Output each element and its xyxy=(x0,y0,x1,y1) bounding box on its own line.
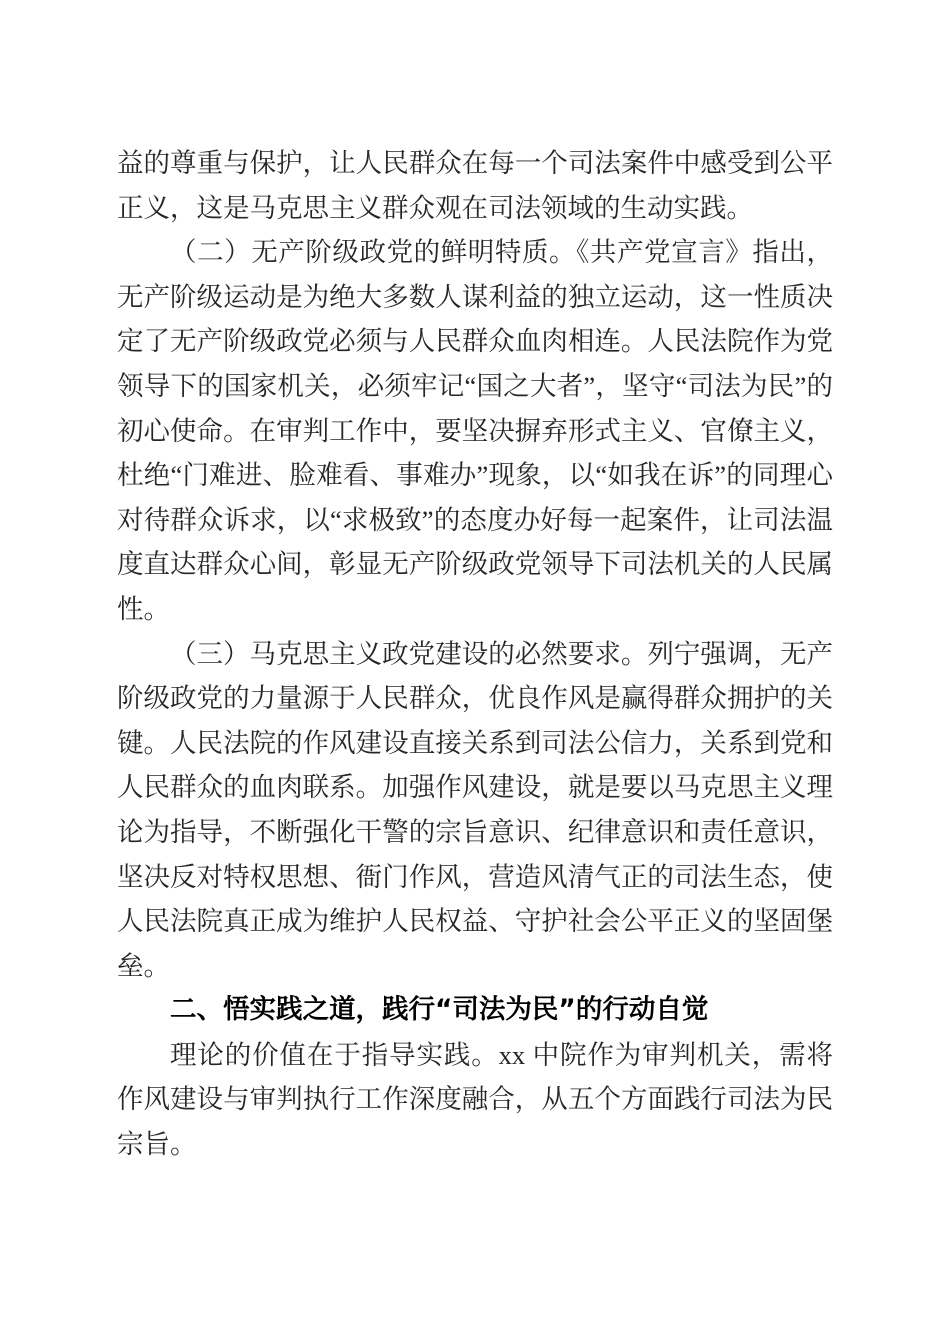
body-paragraph-section-3 xyxy=(117,632,833,989)
body-paragraph-continuation xyxy=(117,141,833,230)
subheading-lead: （三）马克思主义政党建设的必然要求。 xyxy=(170,638,648,669)
document-body xyxy=(117,141,833,1167)
paragraph-text: 列宁强调，无产阶级政党的力量源于人民群众，优良作风是赢得群众拥护的关键。人民法院的作风建设直接关系到司法公信力，关系到党和人民群众的血肉联系。加强作风建设，就是要以马克思主义理论为指导，不断强化干警的宗旨意识、纪律意识和责任意识，坚决反对特权思想、衙门作风，营造风清气正的司法生态，使人民法院真正成为维护人民权益、守护社会公平正义的坚固堡垒。 xyxy=(117,638,833,981)
section-heading: 二、悟实践之道，践行“司法为民”的行动自觉 xyxy=(170,994,709,1026)
paragraph-text: 《共产党宣言》指出，无产阶级运动是为绝大多数人谋利益的独立运动，这一性质决定了无产阶级政党必须与人民群众血肉相连。人民法院作为党领导下的国家机关，必须牢记“国之大者”，坚守“司法为民”的初心使命。在审判工作中，要坚决摒弃形式主义、官僚主义，杜绝“门难进、脸难看、事难办”现象，以“如我在诉”的同理心对待群众诉求，以“求极致”的态度办好每一起案件，让司法温度直达群众心间，彰显无产阶级政党领导下司法机关的人民属性。 xyxy=(117,237,833,624)
subheading-lead: （二）无产阶级政党的鲜明特质。 xyxy=(170,237,577,268)
body-paragraph-section-2 xyxy=(117,230,833,631)
paragraph-text: 益的尊重与保护，让人民群众在每一个司法案件中感受到公平正义，这是马克思主义群众观在司法领域的生动实践。 xyxy=(117,148,833,223)
paragraph-text: 理论的价值在于指导实践。xx 中院作为审判机关，需将作风建设与审判执行工作深度融合，从五个方面践行司法为民宗旨。 xyxy=(117,1039,833,1160)
body-paragraph-section-heading2-intro xyxy=(117,1033,833,1167)
